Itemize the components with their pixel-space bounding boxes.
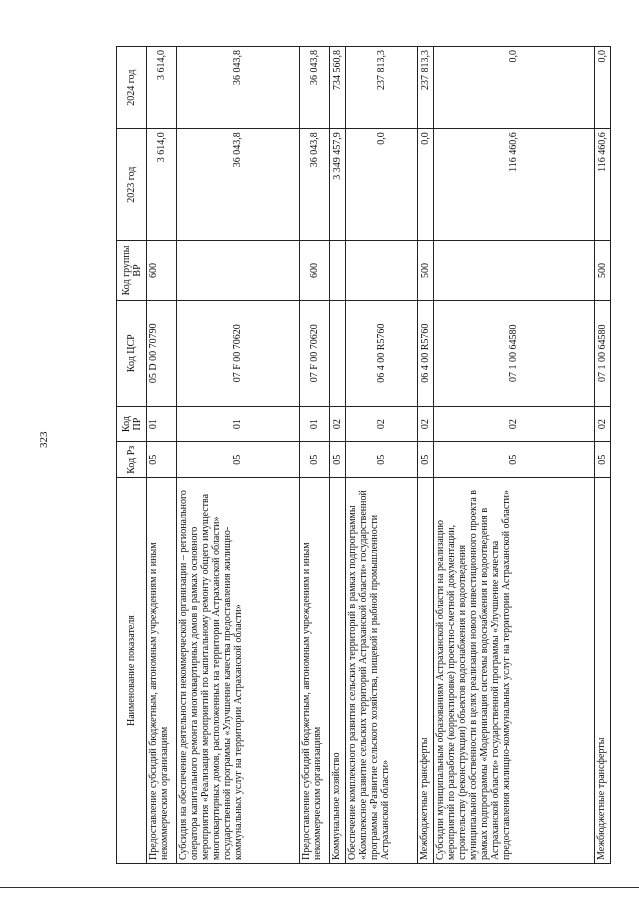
row-vr: 600 [147, 241, 177, 301]
row-2023: 3 349 457,9 [329, 129, 345, 241]
row-2024: 237 813,3 [345, 47, 417, 129]
row-2024: 36 043,8 [299, 47, 329, 129]
row-csr: 07 1 00 64580 [594, 300, 610, 406]
row-rz: 05 [299, 442, 329, 478]
row-rz: 05 [594, 442, 610, 478]
table-row [433, 47, 594, 864]
budget-table [116, 46, 611, 864]
table-row [345, 47, 417, 864]
header-rz: Код Рз [117, 442, 147, 478]
row-vr: 500 [417, 241, 433, 301]
row-2024: 0,0 [594, 47, 610, 129]
row-rz: 05 [329, 442, 345, 478]
row-vr [329, 241, 345, 301]
row-pr: 02 [417, 406, 433, 442]
page-bottom-rule [0, 887, 639, 888]
header-2024: 2024 год [117, 47, 147, 129]
row-csr: 05 D 00 70790 [147, 300, 177, 406]
header-name: Наименование показателя [117, 478, 147, 864]
table-header-row [117, 47, 147, 864]
row-pr: 01 [147, 406, 177, 442]
row-csr: 07 1 00 64580 [433, 300, 594, 406]
row-csr: 06 4 00 R5760 [345, 300, 417, 406]
row-csr: 06 4 00 R5760 [417, 300, 433, 406]
row-2024: 237 813,3 [417, 47, 433, 129]
row-pr: 02 [433, 406, 594, 442]
row-name: Межбюджетные трансферты [417, 478, 433, 864]
row-name: Предоставление субсидий бюджетным, автономным учреждениям и иным некоммерческим организациям [147, 478, 177, 864]
row-2023: 36 043,8 [177, 129, 300, 241]
row-name: Субсидии муниципальным образованиям Астраханской области на реализацию мероприятий по разработке (корректировке) проектно-сметной документации, строительству (реконструкции) объектов водоснабжения и водоотведения муниципальной собственности в целях реализации нового инвестиционного проекта в рамках подпрограммы «Модернизация системы водоснабжения и водоотведения в Астраханской области» государственной программы «Улучшение качества предоставления жилищно-коммунальных услуг на территории Астраханской области» [433, 478, 594, 864]
row-csr: 07 F 00 70620 [177, 300, 300, 406]
row-vr [433, 241, 594, 301]
row-vr [177, 241, 300, 301]
row-name: Субсидия на обеспечение деятельности некоммерческой организации – регионального оператора капитального ремонта многоквартирных домов в рамках основного мероприятия «Реализация мероприятий по капитальному ремонту общего имущества многоквартирных домов, расположенных на территории Астраханской области» государственной программы «Улучшение качества предоставления жилищно-коммунальных услуг на территории Астраханской области» [177, 478, 300, 864]
row-rz: 05 [417, 442, 433, 478]
row-2024: 734 560,8 [329, 47, 345, 129]
row-2023: 0,0 [417, 129, 433, 241]
header-csr: Код ЦСР [117, 300, 147, 406]
row-name: Обеспечение комплексного развития сельских территорий в рамках подпрограммы «Комплексное развитие сельских территорий Астраханской области» государственной программы «Развитие сельского хозяйства, пищевой и рыбной промышленности Астраханской области» [345, 478, 417, 864]
row-2023: 0,0 [345, 129, 417, 241]
table-row [299, 47, 329, 864]
row-2023: 116 460,6 [433, 129, 594, 241]
table-row [329, 47, 345, 864]
row-2023: 3 614,0 [147, 129, 177, 241]
table-row [147, 47, 177, 864]
rotated-table-container [116, 46, 611, 864]
row-rz: 05 [433, 442, 594, 478]
row-vr: 500 [594, 241, 610, 301]
row-2023: 36 043,8 [299, 129, 329, 241]
table-row [177, 47, 300, 864]
row-2024: 0,0 [433, 47, 594, 129]
row-name: Межбюджетные трансферты [594, 478, 610, 864]
header-vr: Код группы ВР [117, 241, 147, 301]
row-rz: 05 [345, 442, 417, 478]
row-csr: 07 F 00 70620 [299, 300, 329, 406]
row-vr: 600 [299, 241, 329, 301]
header-2023: 2023 год [117, 129, 147, 241]
row-name: Предоставление субсидий бюджетным, автономным учреждениям и иным некоммерческим организациям [299, 478, 329, 864]
row-name: Коммунальное хозяйство [329, 478, 345, 864]
row-2024: 36 043,8 [177, 47, 300, 129]
row-vr [345, 241, 417, 301]
row-pr: 02 [329, 406, 345, 442]
page-number: 323 [38, 431, 50, 448]
table-row [417, 47, 433, 864]
row-pr: 02 [345, 406, 417, 442]
row-csr [329, 300, 345, 406]
row-2023: 116 460,6 [594, 129, 610, 241]
table-row [594, 47, 610, 864]
row-pr: 01 [177, 406, 300, 442]
row-pr: 01 [299, 406, 329, 442]
row-pr: 02 [594, 406, 610, 442]
row-rz: 05 [177, 442, 300, 478]
header-pr: Код ПР [117, 406, 147, 442]
row-rz: 05 [147, 442, 177, 478]
row-2024: 3 614,0 [147, 47, 177, 129]
